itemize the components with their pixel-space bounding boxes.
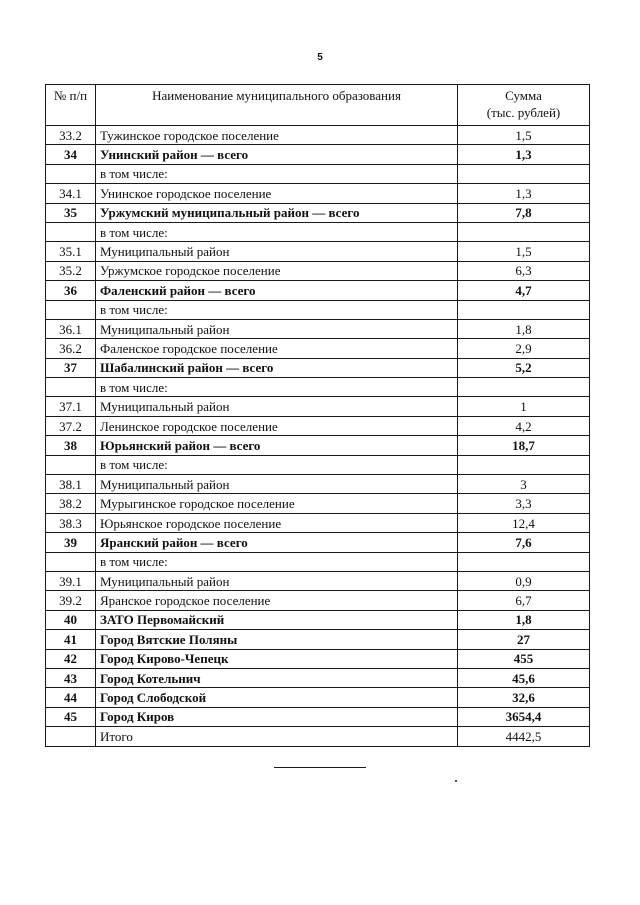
table-row	[46, 261, 590, 280]
table-row	[46, 222, 590, 241]
cell-num: 37.2	[46, 416, 96, 435]
cell-num: 41	[46, 630, 96, 649]
table-row	[46, 455, 590, 474]
cell-name: Ленинское городское поселение	[96, 416, 458, 435]
cell-name: в том числе:	[96, 222, 458, 241]
cell-name: Юрьянский район — всего	[96, 436, 458, 455]
header-sum	[458, 85, 590, 126]
cell-sum: 1,3	[458, 184, 590, 203]
footer-divider	[274, 767, 366, 768]
cell-num: 35.1	[46, 242, 96, 261]
cell-name: Тужинское городское поселение	[96, 126, 458, 145]
cell-name: Город Кирово-Чепецк	[96, 649, 458, 668]
cell-num: 38.2	[46, 494, 96, 513]
table-row	[46, 571, 590, 590]
cell-name: в том числе:	[96, 300, 458, 319]
cell-num: 39	[46, 533, 96, 552]
table-row	[46, 727, 590, 746]
cell-name: Город Киров	[96, 707, 458, 726]
cell-num	[46, 222, 96, 241]
cell-sum: 7,6	[458, 533, 590, 552]
cell-sum	[458, 455, 590, 474]
cell-num: 35	[46, 203, 96, 222]
table-row	[46, 475, 590, 494]
cell-num: 34.1	[46, 184, 96, 203]
cell-name: Мурыгинское городское поселение	[96, 494, 458, 513]
table-row	[46, 630, 590, 649]
table-row	[46, 610, 590, 629]
cell-name: Унинский район — всего	[96, 145, 458, 164]
cell-sum	[458, 378, 590, 397]
cell-sum: 32,6	[458, 688, 590, 707]
header-name: Наименование муниципального образования	[96, 85, 458, 126]
table-row	[46, 591, 590, 610]
cell-num	[46, 552, 96, 571]
table-row	[46, 378, 590, 397]
cell-sum: 1,5	[458, 242, 590, 261]
cell-name: в том числе:	[96, 455, 458, 474]
cell-sum: 1,8	[458, 610, 590, 629]
table-row	[46, 319, 590, 338]
allocation-table	[45, 84, 590, 747]
header-num: № п/п	[46, 85, 96, 126]
cell-num: 44	[46, 688, 96, 707]
cell-name: в том числе:	[96, 164, 458, 183]
cell-name: Город Котельнич	[96, 668, 458, 687]
cell-sum: 27	[458, 630, 590, 649]
cell-name: Город Слободской	[96, 688, 458, 707]
cell-name: Муниципальный район	[96, 397, 458, 416]
cell-sum: 455	[458, 649, 590, 668]
cell-sum: 18,7	[458, 436, 590, 455]
page-number: 5	[317, 52, 323, 63]
table-row	[46, 533, 590, 552]
cell-name: Муниципальный район	[96, 242, 458, 261]
table-row	[46, 688, 590, 707]
cell-name: в том числе:	[96, 378, 458, 397]
table-header-row	[46, 85, 590, 126]
table-body	[46, 126, 590, 747]
cell-sum: 1,8	[458, 319, 590, 338]
table-row	[46, 649, 590, 668]
cell-sum: 4,2	[458, 416, 590, 435]
cell-name: Шабалинский район — всего	[96, 358, 458, 377]
cell-name: Муниципальный район	[96, 571, 458, 590]
cell-num	[46, 164, 96, 183]
cell-name: Итого	[96, 727, 458, 746]
cell-sum: 0,9	[458, 571, 590, 590]
cell-num: 36.1	[46, 319, 96, 338]
cell-num: 40	[46, 610, 96, 629]
cell-sum	[458, 300, 590, 319]
cell-sum: 3,3	[458, 494, 590, 513]
table-row	[46, 494, 590, 513]
cell-sum: 12,4	[458, 513, 590, 532]
cell-sum	[458, 222, 590, 241]
cell-num	[46, 727, 96, 746]
cell-name: Муниципальный район	[96, 475, 458, 494]
table-row	[46, 126, 590, 145]
scan-speck	[455, 780, 457, 782]
table-row	[46, 513, 590, 532]
cell-num: 35.2	[46, 261, 96, 280]
header-sum-line1: Сумма	[505, 88, 542, 103]
cell-num: 37	[46, 358, 96, 377]
cell-sum: 3	[458, 475, 590, 494]
cell-num: 36.2	[46, 339, 96, 358]
table-row	[46, 436, 590, 455]
table-row	[46, 164, 590, 183]
cell-name: Муниципальный район	[96, 319, 458, 338]
table-row	[46, 397, 590, 416]
cell-sum: 1,5	[458, 126, 590, 145]
cell-sum: 7,8	[458, 203, 590, 222]
cell-num: 39.1	[46, 571, 96, 590]
cell-sum: 4,7	[458, 281, 590, 300]
table-row	[46, 145, 590, 164]
cell-sum: 6,3	[458, 261, 590, 280]
cell-sum: 5,2	[458, 358, 590, 377]
header-sum-line2: (тыс. рублей)	[486, 105, 561, 120]
table-row	[46, 184, 590, 203]
cell-name: Яранский район — всего	[96, 533, 458, 552]
cell-num: 43	[46, 668, 96, 687]
cell-num: 38.3	[46, 513, 96, 532]
cell-num	[46, 300, 96, 319]
cell-num: 42	[46, 649, 96, 668]
table-row	[46, 416, 590, 435]
cell-name: Яранское городское поселение	[96, 591, 458, 610]
cell-sum: 6,7	[458, 591, 590, 610]
cell-name: Город Вятские Поляны	[96, 630, 458, 649]
cell-num: 33.2	[46, 126, 96, 145]
cell-num: 38	[46, 436, 96, 455]
cell-num: 45	[46, 707, 96, 726]
cell-sum: 3654,4	[458, 707, 590, 726]
cell-num: 34	[46, 145, 96, 164]
cell-sum: 45,6	[458, 668, 590, 687]
cell-num: 39.2	[46, 591, 96, 610]
table-row	[46, 358, 590, 377]
cell-sum	[458, 164, 590, 183]
table-row	[46, 203, 590, 222]
cell-name: Уржумское городское поселение	[96, 261, 458, 280]
cell-sum: 1,3	[458, 145, 590, 164]
cell-name: ЗАТО Первомайский	[96, 610, 458, 629]
cell-name: в том числе:	[96, 552, 458, 571]
table-row	[46, 300, 590, 319]
cell-num: 38.1	[46, 475, 96, 494]
cell-num: 37.1	[46, 397, 96, 416]
table-row	[46, 668, 590, 687]
cell-sum	[458, 552, 590, 571]
table-row	[46, 281, 590, 300]
cell-name: Унинское городское поселение	[96, 184, 458, 203]
cell-name: Юрьянское городское поселение	[96, 513, 458, 532]
cell-sum: 2,9	[458, 339, 590, 358]
cell-sum: 1	[458, 397, 590, 416]
table-row	[46, 242, 590, 261]
table-row	[46, 339, 590, 358]
cell-name: Фаленское городское поселение	[96, 339, 458, 358]
cell-name: Фаленский район — всего	[96, 281, 458, 300]
cell-num	[46, 378, 96, 397]
cell-num	[46, 455, 96, 474]
cell-sum: 4442,5	[458, 727, 590, 746]
table-row	[46, 552, 590, 571]
cell-num: 36	[46, 281, 96, 300]
table-row	[46, 707, 590, 726]
cell-name: Уржумский муниципальный район — всего	[96, 203, 458, 222]
